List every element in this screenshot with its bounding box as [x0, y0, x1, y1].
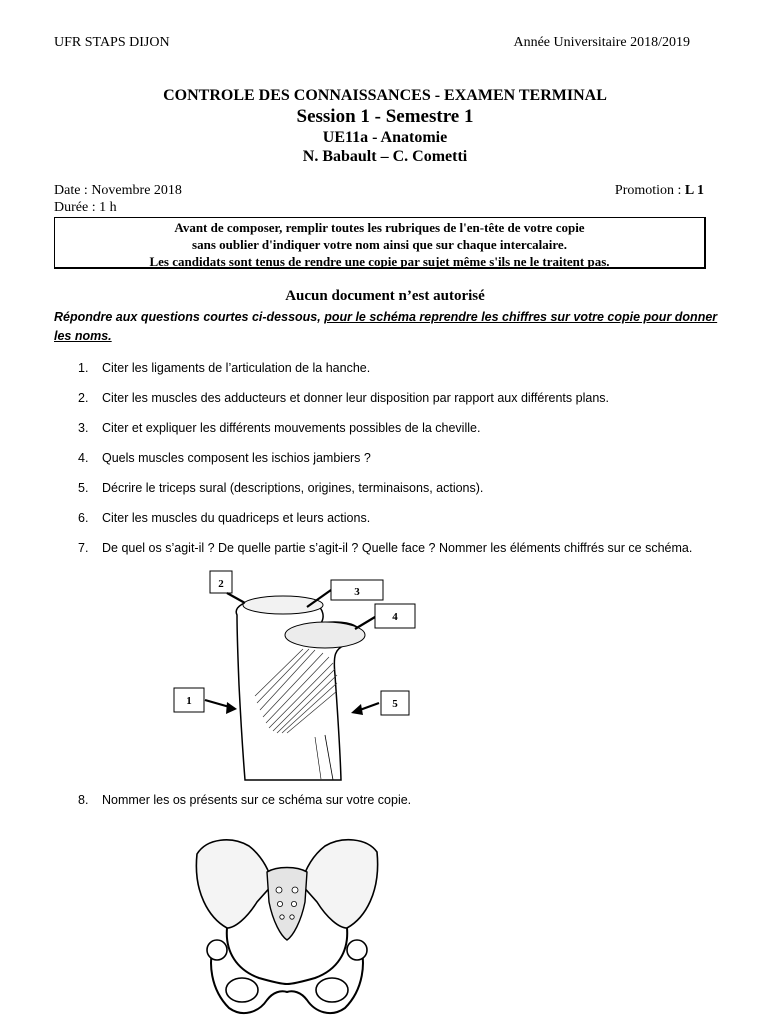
question-text: Citer les ligaments de l’articulation de la hanche.	[102, 361, 371, 375]
notice-line-3: Les candidats sont tenus de rendre une copie par sujet même s'ils ne le traitent pas.	[149, 254, 610, 269]
question-text: Quels muscles composent les ischios jambiers ?	[102, 451, 371, 465]
question-7	[54, 538, 767, 558]
session-title: Session 1 - Semestre 1	[296, 106, 474, 127]
notice-line-1: Avant de composer, remplir toutes les rubriques de l'en-tête de votre copie	[174, 220, 585, 235]
question-number: 4.	[78, 451, 89, 465]
question-number: 3.	[78, 421, 89, 435]
exam-date: Date : Novembre 2018	[54, 183, 182, 198]
figure-tibia	[165, 565, 425, 790]
question-number: 1.	[78, 361, 89, 375]
figure-pelvis	[187, 832, 387, 1020]
header-left: UFR STAPS DIJON	[54, 35, 170, 50]
header-right: Année Universitaire 2018/2019	[513, 35, 690, 50]
label-2: 2	[218, 578, 224, 590]
promotion	[615, 183, 704, 199]
question-3	[54, 418, 762, 438]
label-5: 5	[392, 698, 398, 710]
question-number: 5.	[78, 481, 89, 495]
notice-box	[54, 217, 706, 269]
label-1: 1	[186, 695, 192, 707]
right-iliac	[301, 840, 378, 928]
course-title: UE11a - Anatomie	[322, 129, 448, 146]
question-number: 2.	[78, 391, 89, 405]
question-5	[54, 478, 762, 498]
question-8	[54, 790, 762, 810]
right-acetabulum	[347, 940, 367, 960]
left-acetabulum	[207, 940, 227, 960]
lateral-plateau	[285, 622, 365, 648]
question-number: 7.	[78, 541, 89, 555]
left-iliac	[196, 840, 273, 928]
question-1	[54, 358, 762, 378]
authors: N. Babault – C. Cometti	[302, 148, 468, 165]
instructions-plain: Répondre aux questions courtes ci-dessous,	[54, 310, 325, 324]
question-text: Citer les muscles des adducteurs et donner leur disposition par rapport aux différents plans.	[102, 391, 609, 405]
instructions	[54, 308, 719, 346]
left-obturator-foramen	[226, 978, 258, 1002]
exam-duration: Durée : 1 h	[54, 200, 117, 215]
question-number: 6.	[78, 511, 89, 525]
no-document-heading: Aucun document n’est autorisé	[285, 288, 485, 304]
question-2	[54, 388, 762, 408]
promotion-value: L 1	[684, 183, 704, 198]
notice-line-2: sans oublier d'indiquer votre nom ainsi que sur chaque intercalaire.	[192, 237, 567, 252]
promotion-label: Promotion :	[614, 183, 685, 198]
question-4	[54, 448, 762, 468]
question-number: 8.	[78, 793, 89, 807]
exam-title: CONTROLE DES CONNAISSANCES - EXAMEN TERMINAL	[163, 87, 607, 104]
right-obturator-foramen	[316, 978, 348, 1002]
instructions-underlined: pour le schéma reprendre les chiffres sur votre copie pour donner les noms.	[54, 310, 718, 343]
question-text: De quel os s’agit-il ? De quelle partie s’agit-il ? Quelle face ? Nommer les éléments chiffrés sur ce schéma.	[102, 541, 693, 555]
question-6	[54, 508, 762, 528]
sacrum	[267, 868, 307, 941]
question-text: Nommer les os présents sur ce schéma sur votre copie.	[102, 793, 412, 807]
question-text: Citer et expliquer les différents mouvements possibles de la cheville.	[102, 421, 481, 435]
label-4: 4	[392, 611, 398, 623]
question-text: Décrire le triceps sural (descriptions, origines, terminaisons, actions).	[102, 481, 484, 495]
question-text: Citer les muscles du quadriceps et leurs actions.	[102, 511, 371, 525]
label-3: 3	[354, 586, 360, 598]
